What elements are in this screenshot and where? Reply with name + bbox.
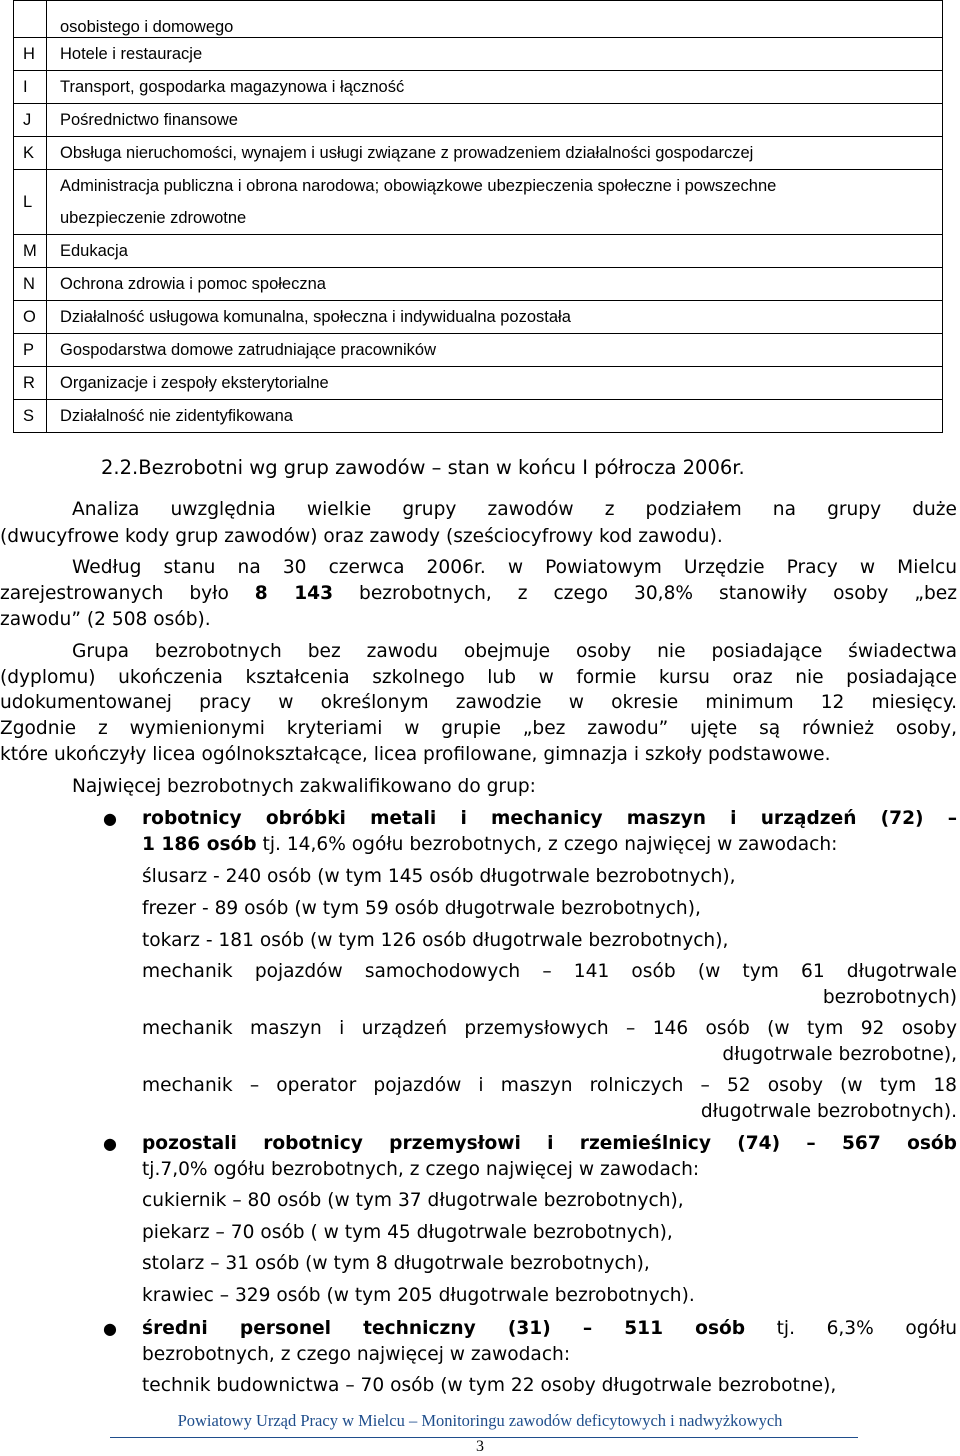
- group-title-cont: tj.7,0% ogółu bezrobotnych, z czego najwięcej w zawodach:: [142, 1159, 700, 1180]
- group-title: [142, 1316, 957, 1342]
- group-title: pozostali robotnicy przemysłowi i rzemieślnicy (74) – 567 osób: [142, 1133, 957, 1154]
- section-name: osobistego i domowego: [47, 1, 943, 38]
- group-title-cont: bezrobotnych, z czego najwięcej w zawodach:: [142, 1344, 571, 1365]
- section-name: Pośrednictwo finansowe: [47, 104, 943, 137]
- text-run: tj. 6,3% ogółu: [745, 1318, 957, 1339]
- table-row: [14, 170, 943, 235]
- table-row: [14, 104, 943, 137]
- paragraph-line: zawodu” (2 508 osób).: [0, 609, 211, 630]
- occupation-item: krawiec – 329 osób (w tym 205 długotrwale bezrobotnych).: [142, 1285, 695, 1306]
- occupation-item: frezer - 89 osób (w tym 59 osób długotrwale bezrobotnych),: [142, 898, 701, 919]
- section-code: K: [14, 137, 47, 170]
- section-name: Transport, gospodarka magazynowa i łączność: [47, 71, 943, 104]
- section-name: Edukacja: [47, 235, 943, 268]
- section-name-line: ubezpieczenie zdrowotne: [60, 209, 247, 227]
- section-name: Obsługa nieruchomości, wynajem i usługi związane z prowadzeniem działalności gospodarczej: [47, 137, 943, 170]
- table-row: [14, 334, 943, 367]
- occupation-item: mechanik – operator pojazdów i maszyn rolniczych – 52 osoby (w tym 18: [142, 1075, 957, 1096]
- section-name: Działalność usługowa komunalna, społeczna i indywidualna pozostała: [47, 301, 943, 334]
- section-code: H: [14, 38, 47, 71]
- occupation-item: mechanik pojazdów samochodowych – 141 osób (w tym 61 długotrwale: [142, 961, 957, 982]
- table-row: [14, 1, 943, 38]
- table-row: [14, 400, 943, 433]
- paragraph-line: (dyplomu) ukończenia kształcenia szkolnego lub w formie kursu oraz nie posiadające: [0, 667, 957, 688]
- section-code: N: [14, 268, 47, 301]
- occupation-item: piekarz – 70 osób ( w tym 45 długotrwale bezrobotnych),: [142, 1222, 673, 1243]
- table-row: [14, 137, 943, 170]
- occupation-item: cukiernik – 80 osób (w tym 37 długotrwale bezrobotnych),: [142, 1190, 684, 1211]
- section-code: O: [14, 301, 47, 334]
- paragraph-line: (dwucyfrowe kody grup zawodów) oraz zawody (sześciocyfrowy kod zawodu).: [0, 526, 723, 547]
- section-code: P: [14, 334, 47, 367]
- table-row: [14, 268, 943, 301]
- group-title: robotnicy obróbki metali i mechanicy maszyn i urządzeń (72) –: [142, 808, 957, 829]
- section-code: M: [14, 235, 47, 268]
- table-row: [14, 38, 943, 71]
- occupation-item: stolarz – 31 osób (w tym 8 długotrwale bezrobotnych),: [142, 1253, 650, 1274]
- occupation-item-cont: długotrwale bezrobotnych).: [700, 1101, 957, 1122]
- section-code: J: [14, 104, 47, 137]
- group-title-cont: [142, 832, 960, 858]
- section-name: Organizacje i zespoły eksterytorialne: [47, 367, 943, 400]
- table-row: [14, 71, 943, 104]
- text-run: tj. 14,6% ogółu bezrobotnych, z czego najwięcej w zawodach:: [256, 834, 838, 855]
- bullet-icon: ●: [103, 1134, 117, 1153]
- occupation-item: mechanik maszyn i urządzeń przemysłowych – 146 osób (w tym 92 osoby: [142, 1018, 957, 1039]
- occupation-item: technik budownictwa – 70 osób (w tym 22 osoby długotrwale bezrobotne),: [142, 1375, 837, 1396]
- section-name: [47, 170, 943, 235]
- paragraph-line: Według stanu na 30 czerwca 2006r. w Powiatowym Urzędzie Pracy w Mielcu: [72, 557, 957, 578]
- paragraph-line: Najwięcej bezrobotnych zakwalifikowano do grup:: [72, 776, 536, 797]
- section-code: L: [14, 170, 47, 235]
- section-name: Ochrona zdrowia i pomoc społeczna: [47, 268, 943, 301]
- section-name: Gospodarstwa domowe zatrudniające pracowników: [47, 334, 943, 367]
- section-code: [14, 1, 47, 38]
- unemployed-total: 8 143: [254, 583, 334, 604]
- section-code: I: [14, 71, 47, 104]
- page-number: 3: [476, 1438, 484, 1455]
- group-count: 1 186 osób: [142, 834, 257, 855]
- table-row: [14, 301, 943, 334]
- section-name-line: Administracja publiczna i obrona narodowa; obowiązkowe ubezpieczenia społeczne i powszechne: [60, 177, 777, 195]
- text-run: bezrobotnych, z czego 30,8% stanowiły osoby „bez: [333, 583, 957, 604]
- occupation-item-cont: długotrwale bezrobotne),: [722, 1044, 957, 1065]
- table-row: [14, 235, 943, 268]
- pkd-sections-table: [13, 0, 943, 433]
- section-code: S: [14, 400, 47, 433]
- text-run: zarejestrowanych było: [0, 583, 255, 604]
- paragraph-line: Zgodnie z wymienionymi kryteriami w grupie „bez zawodu” ujęte są również osoby,: [0, 718, 957, 739]
- section-name: Działalność nie zidentyfikowana: [47, 400, 943, 433]
- paragraph-line: udokumentowanej pracy w określonym zawodzie w okresie minimum 12 miesięcy.: [0, 692, 957, 713]
- occupation-item-cont: bezrobotnych): [822, 987, 957, 1008]
- page-footer: Powiatowy Urząd Pracy w Mielcu – Monitoringu zawodów deficytowych i nadwyżkowych: [177, 1411, 783, 1430]
- paragraph-line: Grupa bezrobotnych bez zawodu obejmuje osoby nie posiadające świadectwa: [72, 641, 957, 662]
- paragraph-line: Analiza uwzględnia wielkie grupy zawodów z podziałem na grupy duże: [72, 499, 957, 520]
- section-name: Hotele i restauracje: [47, 38, 943, 71]
- bullet-icon: ●: [103, 1319, 117, 1338]
- section-heading: 2.2.Bezrobotni wg grup zawodów – stan w końcu I półrocza 2006r.: [101, 456, 745, 479]
- paragraph-line: które ukończyły licea ogólnokształcące, licea profilowane, gimnazja i szkoły podstawowe.: [0, 744, 831, 765]
- table-row: [14, 367, 943, 400]
- section-code: R: [14, 367, 47, 400]
- paragraph-line: [0, 581, 957, 607]
- bullet-icon: ●: [103, 809, 117, 828]
- occupation-item: tokarz - 181 osób (w tym 126 osób długotrwale bezrobotnych),: [142, 930, 729, 951]
- occupation-item: ślusarz - 240 osób (w tym 145 osób długotrwale bezrobotnych),: [142, 866, 736, 887]
- group-title-bold: średni personel techniczny (31) – 511 osób: [142, 1318, 746, 1339]
